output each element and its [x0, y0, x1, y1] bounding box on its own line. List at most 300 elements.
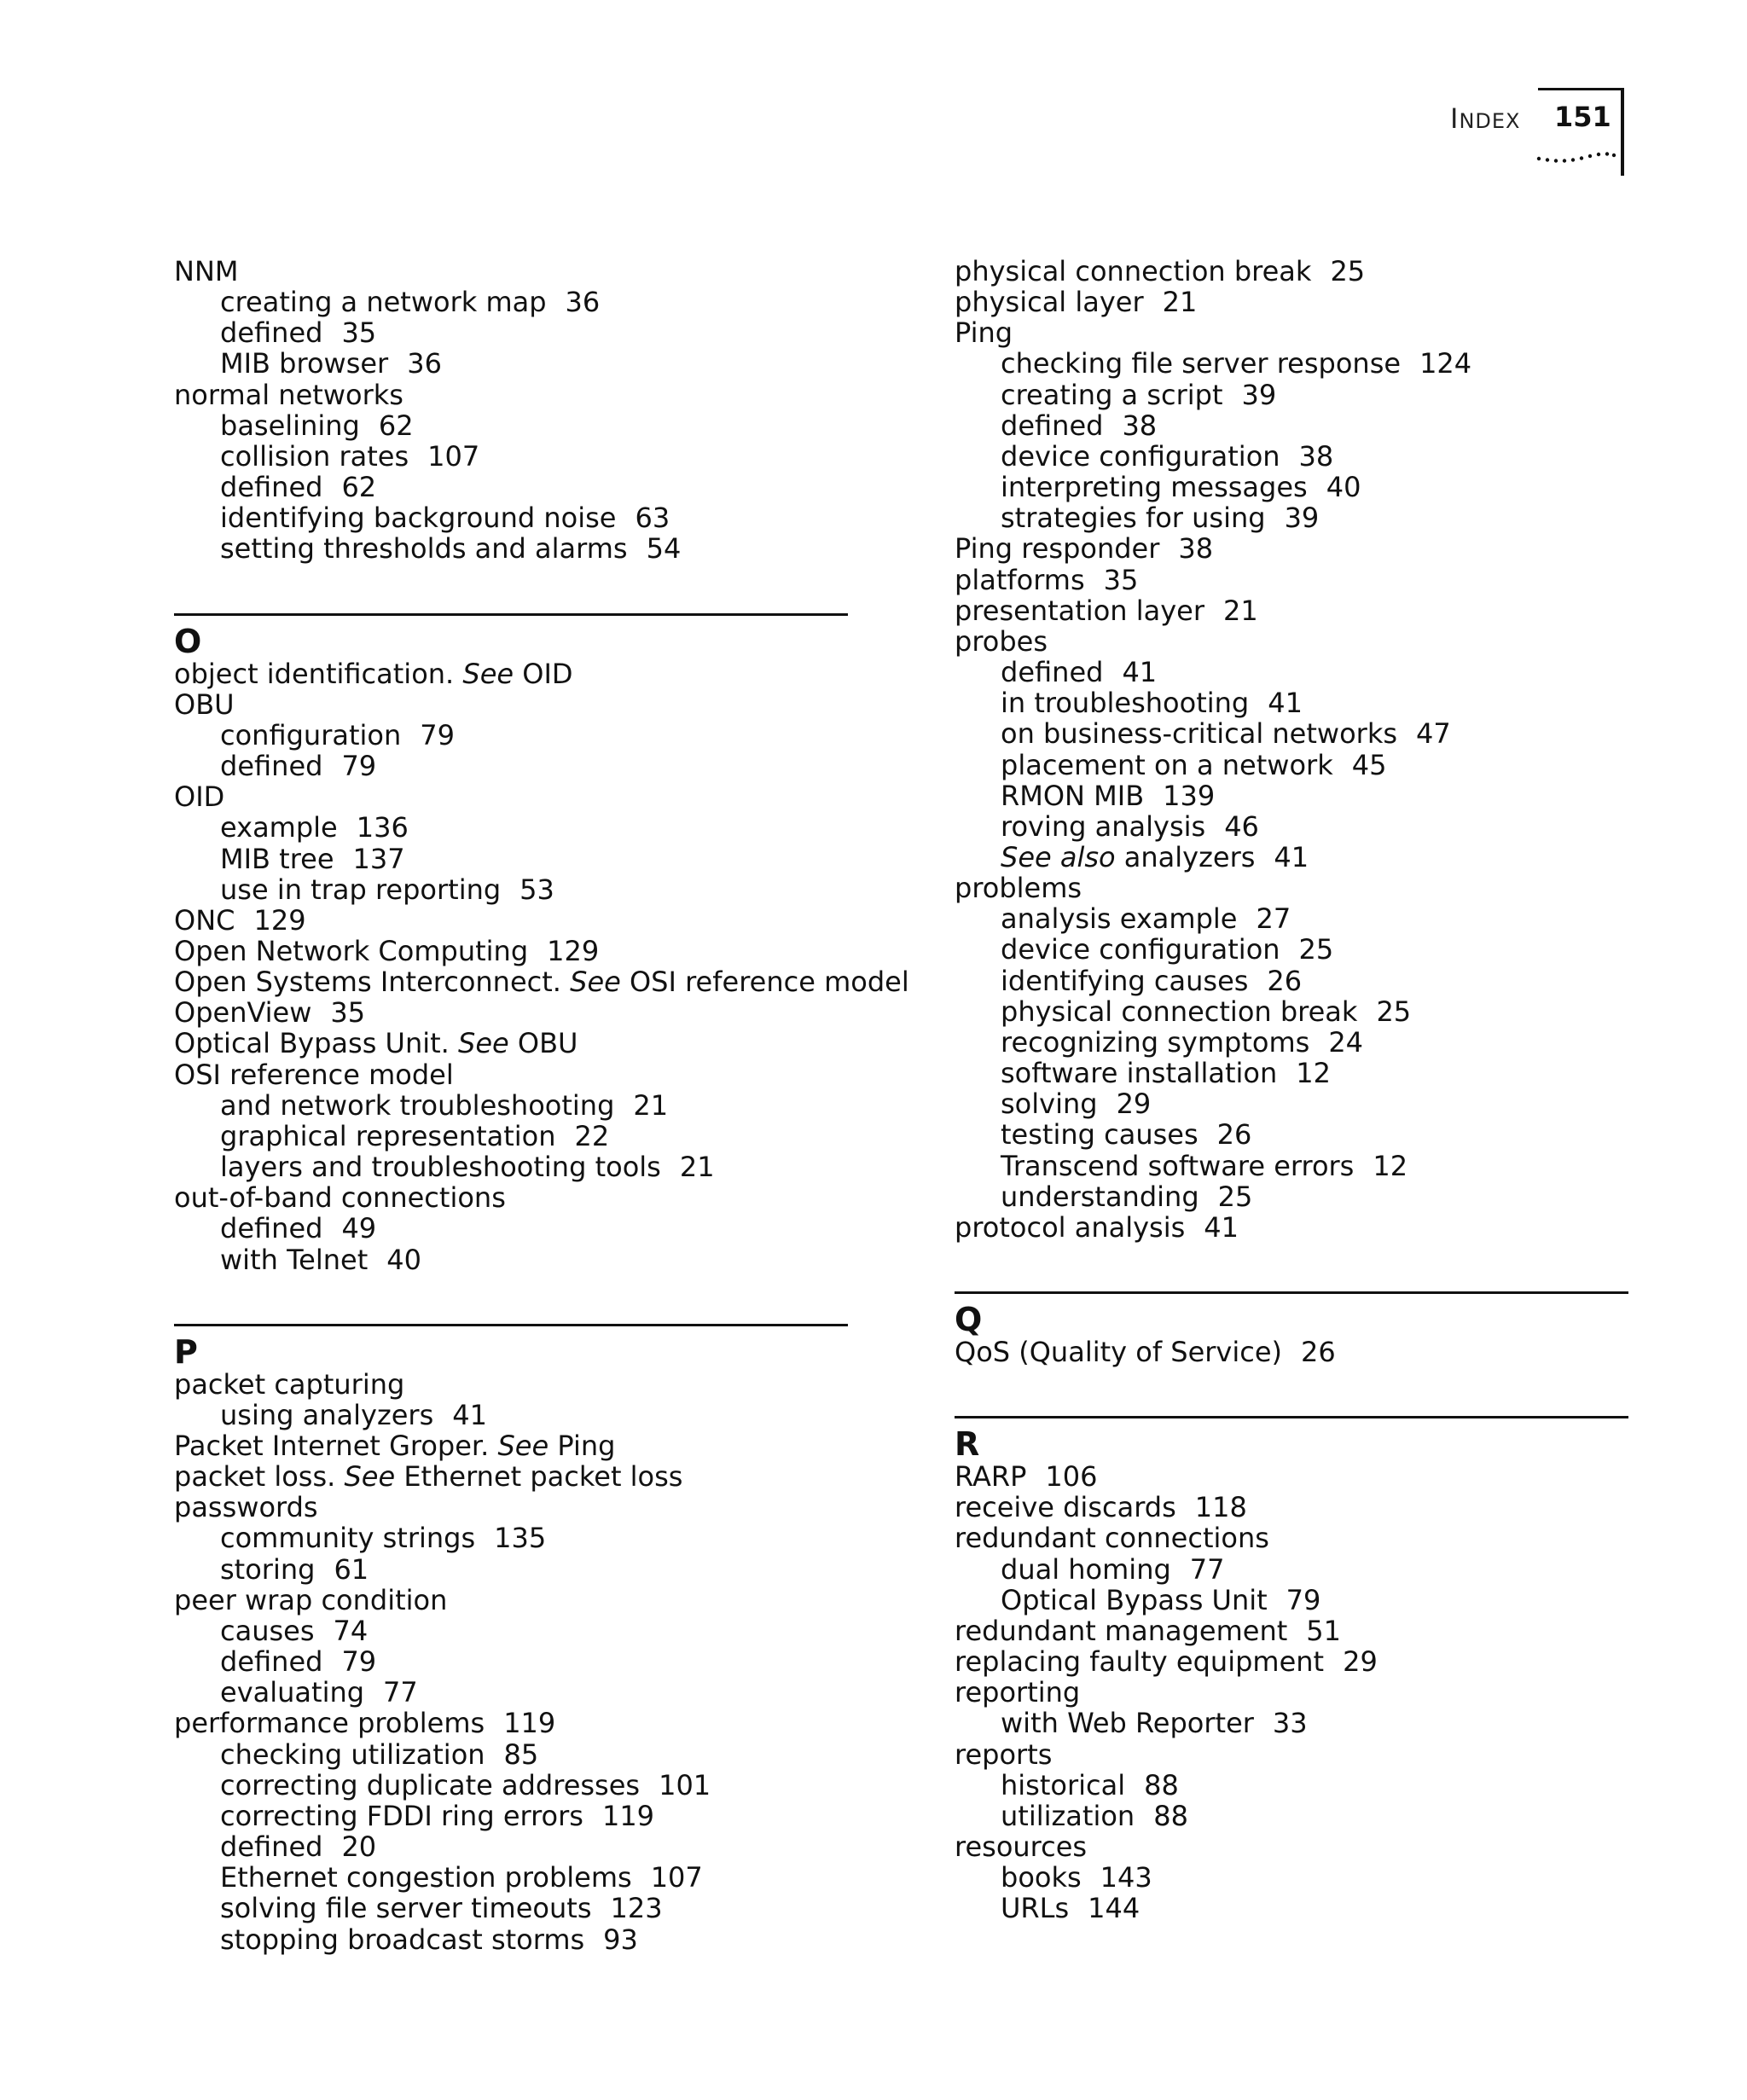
index-subentry — [174, 1554, 848, 1585]
index-subentry — [955, 934, 1628, 965]
page-ref: 26 — [1301, 1336, 1336, 1368]
entry-term: placement on a network — [1001, 748, 1333, 781]
page-ref: 61 — [334, 1552, 369, 1586]
page-ref: 20 — [341, 1830, 377, 1864]
entry-term: defined — [220, 471, 323, 504]
page-ref: 39 — [1241, 378, 1277, 411]
index-subentry — [955, 687, 1628, 718]
index-subentry — [955, 472, 1628, 502]
entry-term: analysis example — [1001, 902, 1238, 936]
entry-term: device configuration — [1001, 933, 1280, 966]
entry-term: utilization — [1001, 1799, 1135, 1832]
entry-term: NNM — [174, 255, 239, 287]
index-entry — [955, 1616, 1628, 1646]
entry-term: reporting — [955, 1676, 1081, 1709]
index-subentry — [174, 874, 848, 905]
entry-term: setting thresholds and alarms — [220, 532, 628, 566]
entry-term: presentation layer — [955, 594, 1204, 627]
entry-term: reports — [955, 1737, 1053, 1771]
entry-term: ONC — [174, 903, 235, 937]
index-entry — [955, 1337, 1628, 1367]
running-header-title — [1450, 102, 1520, 135]
page-ref: 41 — [452, 1398, 487, 1431]
see-reference: See also — [1001, 840, 1116, 873]
index-subentry — [955, 1181, 1628, 1212]
page-ref: 25 — [1376, 995, 1412, 1028]
page-ref: 39 — [1284, 502, 1320, 535]
index-subentry — [955, 657, 1628, 687]
entry-term: checking utilization — [220, 1737, 485, 1771]
section-rule — [174, 613, 848, 616]
index-subentry — [174, 441, 848, 472]
entry-term: defined — [220, 1830, 323, 1864]
entry-term: using analyzers — [220, 1398, 434, 1431]
index-entry — [174, 256, 848, 287]
see-reference: See — [570, 966, 621, 999]
index-subentry — [955, 1119, 1628, 1150]
page-ref: 35 — [1103, 563, 1139, 596]
index-subentry — [174, 1646, 848, 1677]
index-entry — [955, 1523, 1628, 1553]
header-dots-ornament — [1535, 143, 1624, 174]
index-entry — [955, 256, 1628, 287]
index-subentry — [955, 1027, 1628, 1058]
index-subentry — [955, 1585, 1628, 1616]
index-entry — [174, 1461, 848, 1492]
entry-term: Open Network Computing — [174, 934, 529, 967]
entry-term: Transcend software errors — [1001, 1149, 1355, 1182]
index-subentry — [955, 410, 1628, 441]
page-ref: 77 — [383, 1676, 418, 1709]
page-ref: 79 — [341, 750, 377, 783]
index-subentry — [174, 1400, 848, 1430]
entry-term: MIB browser — [220, 347, 389, 380]
section-letter: R — [955, 1425, 980, 1464]
index-subentry — [955, 1554, 1628, 1585]
index-subentry — [955, 996, 1628, 1027]
page-ref: 29 — [1343, 1645, 1378, 1679]
index-subentry — [174, 1677, 848, 1708]
page-ref: 119 — [601, 1799, 655, 1832]
entry-term: normal networks — [174, 378, 403, 411]
index-subentry — [955, 1770, 1628, 1801]
index-entry — [174, 689, 848, 720]
page-ref: 51 — [1306, 1614, 1342, 1647]
index-subentry — [174, 812, 848, 843]
page-ref: 139 — [1163, 779, 1216, 812]
page-number: 151 — [1554, 101, 1611, 133]
section-rule — [955, 1416, 1628, 1418]
page-ref: 79 — [420, 718, 455, 751]
index-subentry — [174, 1090, 848, 1121]
entry-term: receive discards — [955, 1491, 1176, 1524]
entry-term: MIB tree — [220, 842, 334, 875]
page-ref: 21 — [679, 1151, 715, 1184]
running-header-initial: I — [1450, 102, 1460, 135]
page-ref: 77 — [1189, 1552, 1225, 1586]
section-letter: P — [174, 1332, 198, 1371]
page-ref: 41 — [1268, 687, 1303, 720]
entry-term: probes — [955, 624, 1048, 658]
entry-term: platforms — [955, 563, 1085, 596]
entry-term: use in trap reporting — [220, 873, 502, 906]
index-entry — [174, 997, 848, 1028]
index-column-right — [955, 256, 1628, 1924]
index-subentry — [955, 441, 1628, 472]
index-entry — [174, 1585, 848, 1616]
index-subentry — [955, 1862, 1628, 1893]
index-entry — [955, 533, 1628, 564]
page-ref: 33 — [1272, 1707, 1308, 1740]
index-entry — [955, 1739, 1628, 1770]
page-ref: 144 — [1088, 1892, 1140, 1925]
entry-term: correcting duplicate addresses — [220, 1768, 641, 1801]
page-ref: 88 — [1144, 1768, 1179, 1801]
entry-term: strategies for using — [1001, 502, 1266, 535]
index-entry — [174, 1028, 848, 1059]
entry-term: recognizing symptoms — [1001, 1025, 1310, 1059]
page-ref: 101 — [659, 1768, 711, 1801]
entry-term: in troubleshooting — [1001, 687, 1250, 720]
entry-term: roving analysis — [1001, 809, 1206, 843]
index-subentry — [955, 348, 1628, 379]
entry-term: defined — [1001, 656, 1104, 689]
entry-term: Ping — [955, 316, 1013, 350]
see-target: analyzers — [1123, 840, 1256, 873]
page-ref: 38 — [1298, 439, 1334, 473]
index-subentry — [955, 1801, 1628, 1831]
entry-term: performance problems — [174, 1707, 485, 1740]
entry-term: identifying causes — [1001, 964, 1249, 997]
section-letter: Q — [955, 1301, 983, 1338]
page-ref: 27 — [1256, 902, 1291, 936]
page-ref: 79 — [1286, 1583, 1321, 1616]
entry-term: creating a network map — [220, 286, 547, 319]
page-ref: 41 — [1204, 1210, 1239, 1244]
entry-term: Ethernet congestion problems — [220, 1861, 632, 1894]
page-ref: 74 — [333, 1614, 369, 1647]
index-subentry — [174, 1893, 848, 1923]
entry-term: collision rates — [220, 439, 409, 473]
index-subentry — [174, 1523, 848, 1553]
entry-term: problems — [955, 872, 1082, 905]
entry-term: layers and troubleshooting tools — [220, 1151, 661, 1184]
index-section — [955, 256, 1628, 1243]
index-subentry — [174, 317, 848, 348]
page-ref: 47 — [1416, 717, 1451, 751]
index-subentry — [955, 903, 1628, 934]
page-ref: 124 — [1419, 347, 1472, 380]
see-target: OSI reference model — [629, 966, 909, 999]
entry-term: historical — [1001, 1768, 1126, 1801]
index-entry — [174, 1059, 848, 1090]
page-ref: 62 — [378, 409, 414, 442]
see-target: OBU — [517, 1027, 578, 1060]
index-subentry — [174, 1801, 848, 1831]
page-ref: 135 — [494, 1522, 547, 1555]
entry-term: testing causes — [1001, 1118, 1199, 1152]
index-subentry — [174, 1244, 848, 1275]
entry-term: peer wrap condition — [174, 1583, 448, 1616]
page-ref: 35 — [330, 996, 366, 1030]
page-ref: 129 — [547, 934, 600, 967]
index-subentry — [955, 966, 1628, 996]
entry-term: physical connection break — [955, 255, 1312, 287]
page-ref: 38 — [1178, 532, 1214, 566]
entry-term: causes — [220, 1614, 315, 1647]
entry-term: configuration — [220, 718, 402, 751]
entry-term: defined — [220, 1645, 323, 1679]
index-subentry — [955, 502, 1628, 533]
running-header-smallcaps: NDEX — [1459, 109, 1521, 133]
page-ref: 53 — [519, 873, 554, 906]
page-ref: 79 — [341, 1645, 377, 1679]
page-ref: 45 — [1351, 748, 1387, 781]
page-ref: 137 — [352, 842, 405, 875]
section-letter: O — [174, 622, 202, 660]
page-ref: 41 — [1122, 656, 1158, 689]
entry-term: books — [1001, 1861, 1082, 1894]
page-ref: 36 — [565, 286, 601, 319]
entry-term: storing — [220, 1552, 316, 1586]
entry-term: example — [220, 811, 338, 844]
page-ref: 119 — [503, 1707, 556, 1740]
index-subentry — [174, 502, 848, 533]
page-ref: 136 — [356, 811, 409, 844]
index-entry — [174, 936, 848, 966]
index-entry — [174, 380, 848, 410]
page-ref: 12 — [1296, 1057, 1331, 1090]
index-entry — [955, 626, 1628, 657]
index-subentry — [174, 533, 848, 564]
page-ref: 123 — [610, 1892, 663, 1925]
index-entry — [174, 966, 909, 999]
index-entry — [174, 905, 848, 936]
page-ref: 36 — [407, 347, 442, 380]
entry-term: defined — [220, 750, 323, 783]
index-subentry — [174, 410, 848, 441]
page-ref: 25 — [1217, 1180, 1253, 1213]
index-subentry — [955, 842, 1628, 873]
entry-term: out-of-band connections — [174, 1181, 506, 1215]
entry-term: correcting FDDI ring errors — [220, 1799, 583, 1832]
index-entry — [174, 658, 848, 689]
index-subentry — [174, 1213, 848, 1244]
index-entry — [955, 873, 1628, 903]
entry-term: stopping broadcast storms — [220, 1923, 585, 1956]
entry-term: creating a script — [1001, 378, 1223, 411]
page-ref: 93 — [603, 1923, 638, 1956]
entry-term: solving — [1001, 1088, 1098, 1121]
page-ref: 29 — [1116, 1088, 1152, 1121]
index-subentry — [174, 751, 848, 781]
page-ref: 40 — [386, 1243, 421, 1276]
page-ref: 129 — [253, 903, 306, 937]
index-entry — [955, 1677, 1628, 1708]
entry-term: and network troubleshooting — [220, 1088, 615, 1122]
index-subentry — [174, 1770, 848, 1801]
entry-term: passwords — [174, 1491, 318, 1524]
page-ref: 118 — [1194, 1491, 1247, 1524]
entry-term: replacing faulty equipment — [955, 1645, 1325, 1679]
entry-term: checking file server response — [1001, 347, 1402, 380]
entry-term: packet capturing — [174, 1367, 405, 1401]
index-subentry — [174, 287, 848, 317]
page-ref: 24 — [1328, 1025, 1364, 1059]
entry-term: physical layer — [955, 286, 1144, 319]
index-subentry — [174, 844, 848, 874]
index-entry — [955, 595, 1628, 626]
entry-term: RMON MIB — [1001, 779, 1145, 812]
index-section — [174, 613, 909, 1276]
entry-term: resources — [955, 1830, 1088, 1864]
entry-term: OSI reference model — [174, 1058, 454, 1091]
index-subentry — [955, 780, 1628, 811]
entry-term: baselining — [220, 409, 360, 442]
see-target: Ethernet packet loss — [403, 1460, 683, 1494]
page-ref: 54 — [646, 532, 682, 566]
index-column-left — [174, 255, 909, 1956]
page-ref: 38 — [1122, 409, 1158, 442]
index-subentry — [174, 1616, 848, 1646]
page-ref: 143 — [1100, 1861, 1152, 1894]
entry-term: graphical representation — [220, 1119, 556, 1152]
page-ref: 21 — [1162, 286, 1198, 319]
page-ref: 106 — [1045, 1460, 1098, 1494]
entry-term: protocol analysis — [955, 1210, 1186, 1244]
entry-term: community strings — [220, 1522, 476, 1555]
page-ref: 12 — [1373, 1149, 1408, 1182]
index-entry — [955, 1461, 1628, 1492]
see-reference: See — [458, 1027, 509, 1060]
entry-term: with Telnet — [220, 1243, 369, 1276]
index-section — [174, 256, 848, 565]
index-subentry — [174, 1862, 848, 1893]
entry-term: packet loss. — [174, 1460, 336, 1494]
page-ref: 25 — [1330, 255, 1366, 287]
page-ref: 25 — [1298, 933, 1334, 966]
entry-term: Optical Bypass Unit. — [174, 1027, 450, 1060]
page-ref: 49 — [341, 1212, 377, 1245]
entry-term: object identification. — [174, 657, 455, 690]
index-entry — [174, 781, 848, 812]
index-entry — [955, 287, 1628, 317]
entry-term: OID — [174, 780, 225, 814]
index-subentry — [955, 1088, 1628, 1119]
entry-term: defined — [220, 1212, 323, 1245]
index-entry — [955, 1212, 1628, 1243]
entry-term: understanding — [1001, 1180, 1199, 1213]
index-subentry — [955, 380, 1628, 410]
entry-term: redundant connections — [955, 1522, 1269, 1555]
index-subentry — [174, 1924, 848, 1955]
index-subentry — [174, 720, 848, 751]
header-rule-horizontal — [1538, 88, 1623, 90]
index-entry — [174, 1182, 848, 1213]
entry-term: Ping responder — [955, 532, 1160, 566]
entry-term: RARP — [955, 1460, 1027, 1494]
index-section — [955, 1291, 1628, 1367]
entry-term: OpenView — [174, 996, 312, 1030]
entry-term: evaluating — [220, 1676, 365, 1709]
section-rule — [174, 1324, 848, 1326]
index-entry — [955, 1831, 1628, 1862]
page-ref: 41 — [1274, 840, 1309, 873]
index-subentry — [955, 718, 1628, 749]
entry-term: solving file server timeouts — [220, 1892, 592, 1925]
index-subentry — [955, 811, 1628, 842]
entry-term: Packet Internet Groper. — [174, 1430, 490, 1462]
entry-term: redundant management — [955, 1614, 1288, 1647]
section-rule — [955, 1291, 1628, 1294]
page-ref: 40 — [1326, 471, 1361, 504]
index-subentry — [174, 1739, 848, 1770]
page-ref: 88 — [1153, 1799, 1188, 1832]
page-ref: 63 — [635, 502, 670, 535]
page-ref: 21 — [633, 1088, 669, 1122]
index-section — [174, 1324, 848, 1955]
entry-term: software installation — [1001, 1057, 1278, 1090]
index-subentry — [174, 348, 848, 379]
index-subentry — [174, 1121, 848, 1152]
entry-term: with Web Reporter — [1001, 1707, 1254, 1740]
index-entry — [955, 317, 1628, 348]
entry-term: Open Systems Interconnect. — [174, 966, 561, 999]
index-entry — [955, 565, 1628, 595]
index-subentry — [955, 1058, 1628, 1088]
page-ref: 22 — [574, 1119, 610, 1152]
entry-term: QoS (Quality of Service) — [955, 1336, 1283, 1368]
index-entry — [174, 1708, 848, 1738]
index-entry — [174, 1369, 848, 1400]
page-ref: 62 — [341, 471, 377, 504]
see-reference: See — [344, 1460, 396, 1494]
page-ref: 107 — [427, 439, 480, 473]
see-reference: See — [497, 1430, 549, 1462]
entry-term: on business-critical networks — [1001, 717, 1398, 751]
index-entry — [174, 1430, 848, 1461]
index-subentry — [174, 1831, 848, 1862]
page-ref: 107 — [650, 1861, 703, 1894]
entry-term: interpreting messages — [1001, 471, 1308, 504]
index-section — [955, 1416, 1628, 1923]
index-subentry — [955, 750, 1628, 780]
entry-term: Optical Bypass Unit — [1001, 1583, 1268, 1616]
index-subentry — [174, 1152, 848, 1182]
entry-term: physical connection break — [1001, 995, 1358, 1028]
entry-term: defined — [220, 316, 323, 350]
see-reference: See — [462, 657, 514, 690]
page-ref: 26 — [1267, 964, 1303, 997]
index-subentry — [955, 1708, 1628, 1738]
entry-term: defined — [1001, 409, 1104, 442]
index-subentry — [174, 472, 848, 502]
page-ref: 35 — [341, 316, 377, 350]
see-target: OID — [522, 657, 573, 690]
entry-term: URLs — [1001, 1892, 1070, 1925]
index-subentry — [955, 1151, 1628, 1181]
index-entry — [955, 1646, 1628, 1677]
entry-term: identifying background noise — [220, 502, 617, 535]
page-ref: 46 — [1224, 809, 1259, 843]
entry-term: dual homing — [1001, 1552, 1171, 1586]
index-subentry — [955, 1893, 1628, 1923]
index-entry — [174, 1492, 848, 1523]
entry-term: device configuration — [1001, 439, 1280, 473]
page-ref: 85 — [503, 1737, 539, 1771]
entry-term: OBU — [174, 687, 235, 721]
page-ref: 26 — [1216, 1118, 1252, 1152]
